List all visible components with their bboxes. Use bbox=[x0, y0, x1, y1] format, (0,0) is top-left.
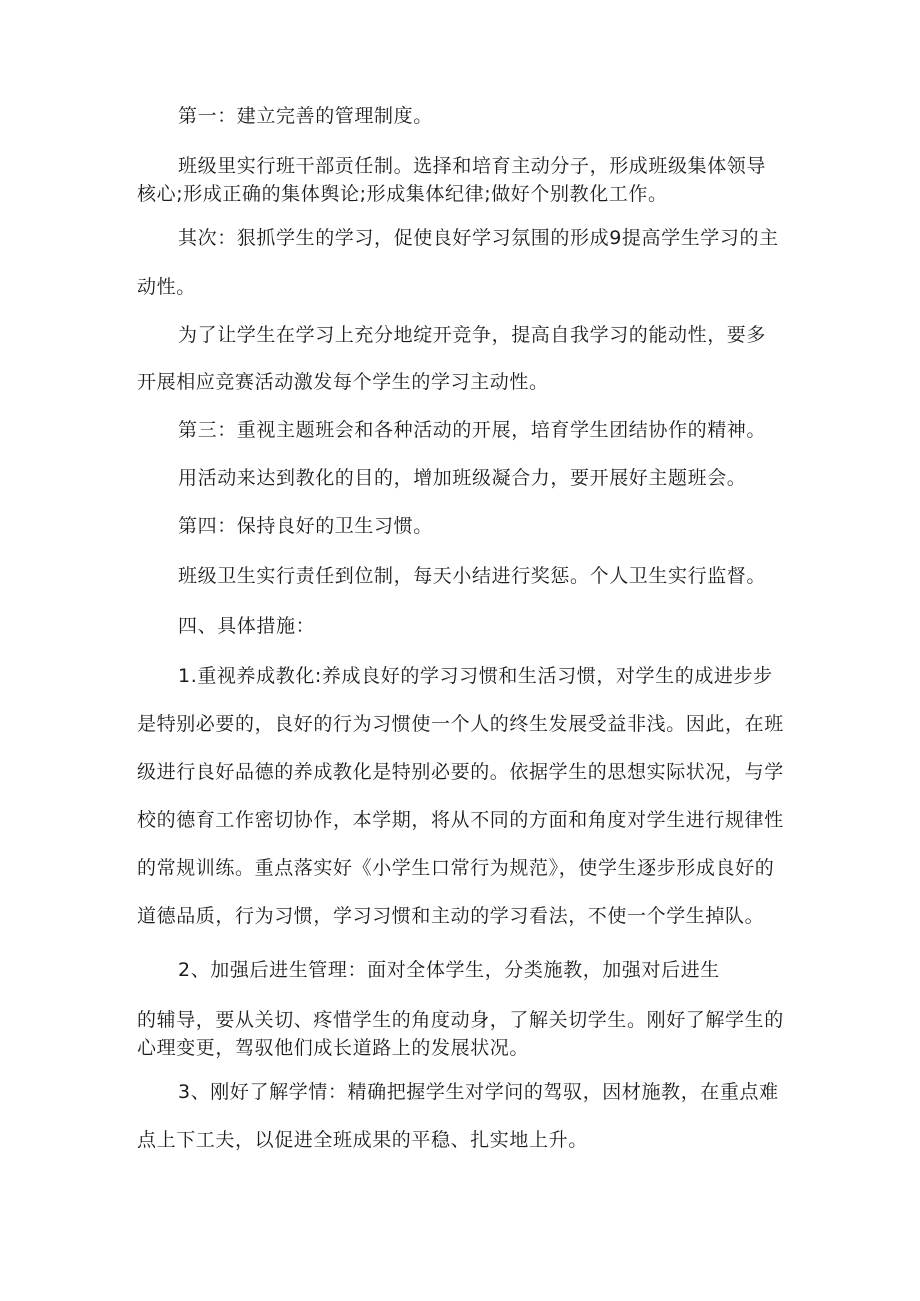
text-line: 开展相应竞赛活动激发每个学生的学习主动性。 bbox=[137, 371, 549, 393]
text-line: 第四：保持良好的卫生习惯。 bbox=[178, 515, 433, 537]
text-line: 心理变更，驾驭他们成长道路上的发展状况。 bbox=[137, 1037, 530, 1059]
text-line: 点上下工夫，以促进全班成果的平稳、扎实地上升。 bbox=[137, 1129, 588, 1151]
text-line: 级进行良好品德的养成教化是特别必要的。依据学生的思想实际状况，与学 bbox=[137, 761, 784, 783]
text-line: 校的德育工作密切协作，本学期，将从不同的方面和角度对学生进行规律性 bbox=[137, 809, 784, 831]
text-line: 是特别必要的，良好的行为习惯使一个人的终生发展受益非浅。因此，在班 bbox=[137, 713, 784, 735]
text-line: 3、刚好了解学情：精确把握学生对学问的驾驭，因材施教，在重点难 bbox=[178, 1081, 779, 1103]
text-line: 第三：重视主题班会和各种活动的开展，培育学生团结协作的精神。 bbox=[178, 419, 767, 441]
text-line: 的常规训练。重点落实好《小学生口常行为规范》，使学生逐步形成良好的 bbox=[137, 857, 775, 879]
text-line: 动性。 bbox=[137, 276, 196, 298]
text-line: 2、加强后进生管理：面对全体学生，分类施教，加强对后进生 bbox=[178, 959, 720, 981]
text-line: 其次：狠抓学生的学习，促使良好学习氛围的形成9提高学生学习的主 bbox=[178, 227, 779, 249]
text-line: 用活动来达到教化的目的，增加班级凝合力，要开展好主题班会。 bbox=[178, 467, 747, 489]
text-line: 班级里实行班干部贡任制。选择和培育主动分子，形成班级集体领导 bbox=[178, 155, 767, 177]
text-line: 班级卫生实行责任到位制，每天小结进行奖惩。个人卫生实行监督。 bbox=[178, 565, 767, 587]
text-line: 道德品质，行为习惯，学习习惯和主动的学习看法，不使一个学生掉队。 bbox=[137, 905, 765, 927]
text-line: 1.重视养成教化:养成良好的学习习惯和生活习惯，对学生的成进步步 bbox=[178, 665, 773, 687]
text-line: 为了让学生在学习上充分地绽开竞争，提高自我学习的能动性，要多 bbox=[178, 324, 767, 346]
text-line: 核心;形成正确的集体舆论;形成集体纪律;做好个别教化工作。 bbox=[137, 183, 668, 205]
text-line: 第一：建立完善的管理制度。 bbox=[178, 105, 433, 127]
text-line: 四、具体措施： bbox=[178, 615, 316, 637]
text-line: 的辅导，要从关切、疼惜学生的角度动身，了解关切学生。刚好了解学生的 bbox=[137, 1009, 784, 1031]
